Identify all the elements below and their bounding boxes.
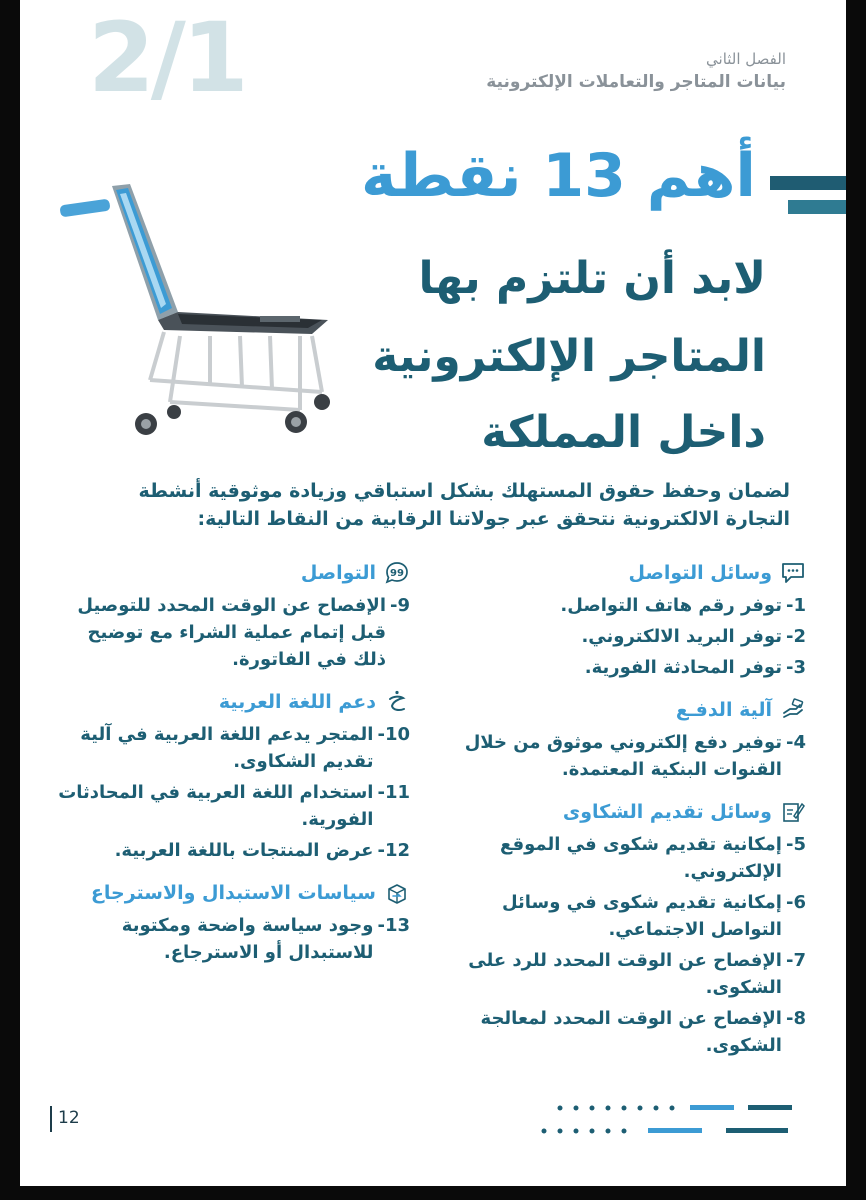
footer-decoration bbox=[530, 1100, 830, 1140]
left-column bbox=[50, 560, 410, 970]
list-item: 3- توفر المحادثة الفورية. bbox=[584, 657, 806, 678]
list-item: 11- استخدام اللغة العربية في المحادثات الفورية. bbox=[58, 782, 410, 830]
arabic-letter-icon bbox=[384, 689, 410, 715]
list-item: 12- عرض المنتجات باللغة العربية. bbox=[114, 840, 410, 861]
section-heading: وسائل التواصل bbox=[628, 562, 772, 584]
laptop-cart-illustration bbox=[60, 180, 360, 440]
section-heading: التواصل bbox=[300, 562, 376, 584]
list-item: 10- المتجر يدعم اللغة العربية في آلية تقديم الشكاوى. bbox=[80, 724, 410, 772]
section-payment bbox=[446, 697, 806, 783]
chapter-title: بيانات المتاجر والتعاملات الإلكترونية bbox=[486, 72, 786, 92]
subtitle-line-3: داخل المملكة bbox=[481, 407, 766, 458]
payment-hand-icon bbox=[780, 697, 806, 723]
headline-title: أهم 13 نقطة bbox=[360, 141, 756, 211]
page-number: 12 bbox=[58, 1108, 80, 1128]
list-item: 4- توفير دفع إلكتروني موثوق من خلال القنوات البنكية المعتمدة. bbox=[464, 732, 806, 780]
section-heading: سياسات الاستبدال والاسترجاع bbox=[90, 882, 376, 904]
chapter-number: 2/1 bbox=[88, 2, 245, 114]
intro-paragraph: لضمان وحفظ حقوق المستهلك بشكل استباقي وزيادة موثوقية أنشطة التجارة الالكترونية نتحقق عبر جولاتنا الرقابية من النقاط التالية: bbox=[138, 480, 790, 530]
page bbox=[20, 0, 846, 1186]
section-heading: دعم اللغة العربية bbox=[218, 691, 376, 713]
section-arabic-support bbox=[50, 689, 410, 864]
section-heading: آلية الدفـع bbox=[675, 699, 772, 721]
section-communication bbox=[50, 560, 410, 673]
chat-bubble-icon bbox=[780, 560, 806, 586]
accent-bar-top bbox=[770, 176, 846, 190]
chapter-label: الفصل الثاني bbox=[706, 50, 786, 68]
section-complaints bbox=[446, 799, 806, 1059]
section-contact-means bbox=[446, 560, 806, 681]
footer-divider bbox=[50, 1106, 52, 1132]
section-return-policy bbox=[50, 880, 410, 966]
subtitle-line-2: المتاجر الإلكترونية bbox=[372, 331, 766, 382]
list-item: 5- إمكانية تقديم شكوى في الموقع الإلكتروني. bbox=[500, 834, 806, 882]
list-item: 6- إمكانية تقديم شكوى في وسائل التواصل الاجتماعي. bbox=[501, 892, 806, 940]
list-item: 1- توفر رقم هاتف التواصل. bbox=[560, 595, 806, 616]
list-item: 9- الإفصاح عن الوقت المحدد للتوصيل قبل إتمام عملية الشراء مع توضيح ذلك في الفاتورة. bbox=[77, 595, 410, 670]
section-heading: وسائل تقديم الشكاوى bbox=[562, 801, 772, 823]
accent-bar-bottom bbox=[788, 200, 846, 214]
edit-document-icon bbox=[780, 799, 806, 825]
quote-bubble-icon bbox=[384, 560, 410, 586]
right-column bbox=[446, 560, 806, 1063]
svg-text:99: 99 bbox=[390, 568, 404, 579]
subtitle-line-1: لابد أن تلتزم بها bbox=[418, 253, 766, 304]
return-box-icon bbox=[384, 880, 410, 906]
list-item: 13- وجود سياسة واضحة ومكتوبة للاستبدال أو الاسترجاع. bbox=[121, 915, 410, 963]
list-item: 8- الإفصاح عن الوقت المحدد لمعالجة الشكوى. bbox=[480, 1008, 806, 1056]
list-item: 7- الإفصاح عن الوقت المحدد للرد على الشكوى. bbox=[468, 950, 806, 998]
list-item: 2- توفر البريد الالكتروني. bbox=[581, 626, 806, 647]
